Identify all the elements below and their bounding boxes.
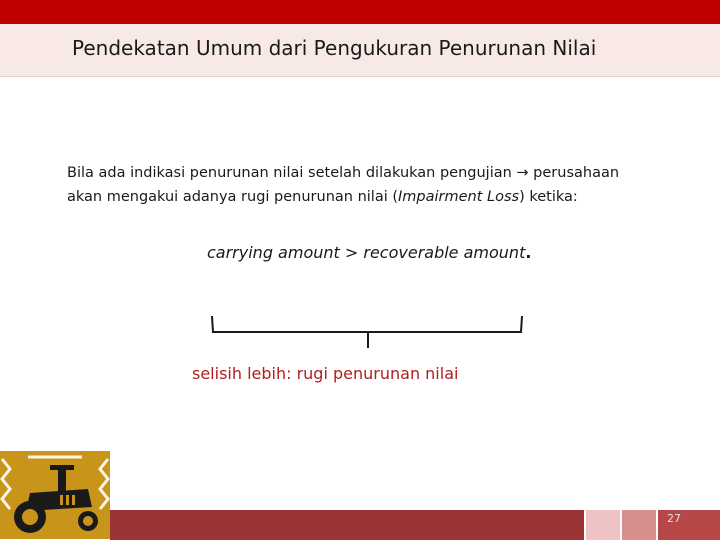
footer-swatch-light bbox=[586, 510, 620, 540]
body-line-1-tail: perusahaan bbox=[528, 165, 620, 181]
body-line-2-after: ) ketika: bbox=[519, 189, 578, 205]
bracket-icon bbox=[206, 312, 526, 352]
body-line-1-text: Bila ada indikasi penurunan nilai setelah dilakukan pengujian bbox=[67, 165, 512, 181]
body-line-1 bbox=[67, 161, 697, 185]
footer-bar bbox=[110, 510, 584, 540]
arrow-right-icon: → bbox=[516, 165, 529, 181]
slide-title: Pendekatan Umum dari Pengukuran Penurunan Nilai bbox=[72, 36, 597, 60]
result-label: selisih lebih: rugi penurunan nilai bbox=[192, 364, 459, 383]
page-number: 27 bbox=[667, 512, 681, 525]
body-line-2 bbox=[67, 185, 697, 209]
impairment-formula bbox=[207, 243, 531, 262]
formula-period: . bbox=[525, 243, 532, 262]
body-paragraph bbox=[67, 161, 697, 209]
tractor-logo-icon bbox=[0, 451, 110, 539]
formula-left-term: carrying amount bbox=[207, 243, 340, 262]
body-line-2-before: akan mengakui adanya rugi penurunan nilai ( bbox=[67, 189, 399, 205]
formula-right-term: recoverable amount bbox=[363, 243, 526, 262]
footer-swatch-medium bbox=[622, 510, 656, 540]
header-bar bbox=[0, 0, 720, 24]
impairment-loss-term: Impairment Loss bbox=[398, 189, 520, 205]
formula-operator: > bbox=[339, 243, 364, 262]
